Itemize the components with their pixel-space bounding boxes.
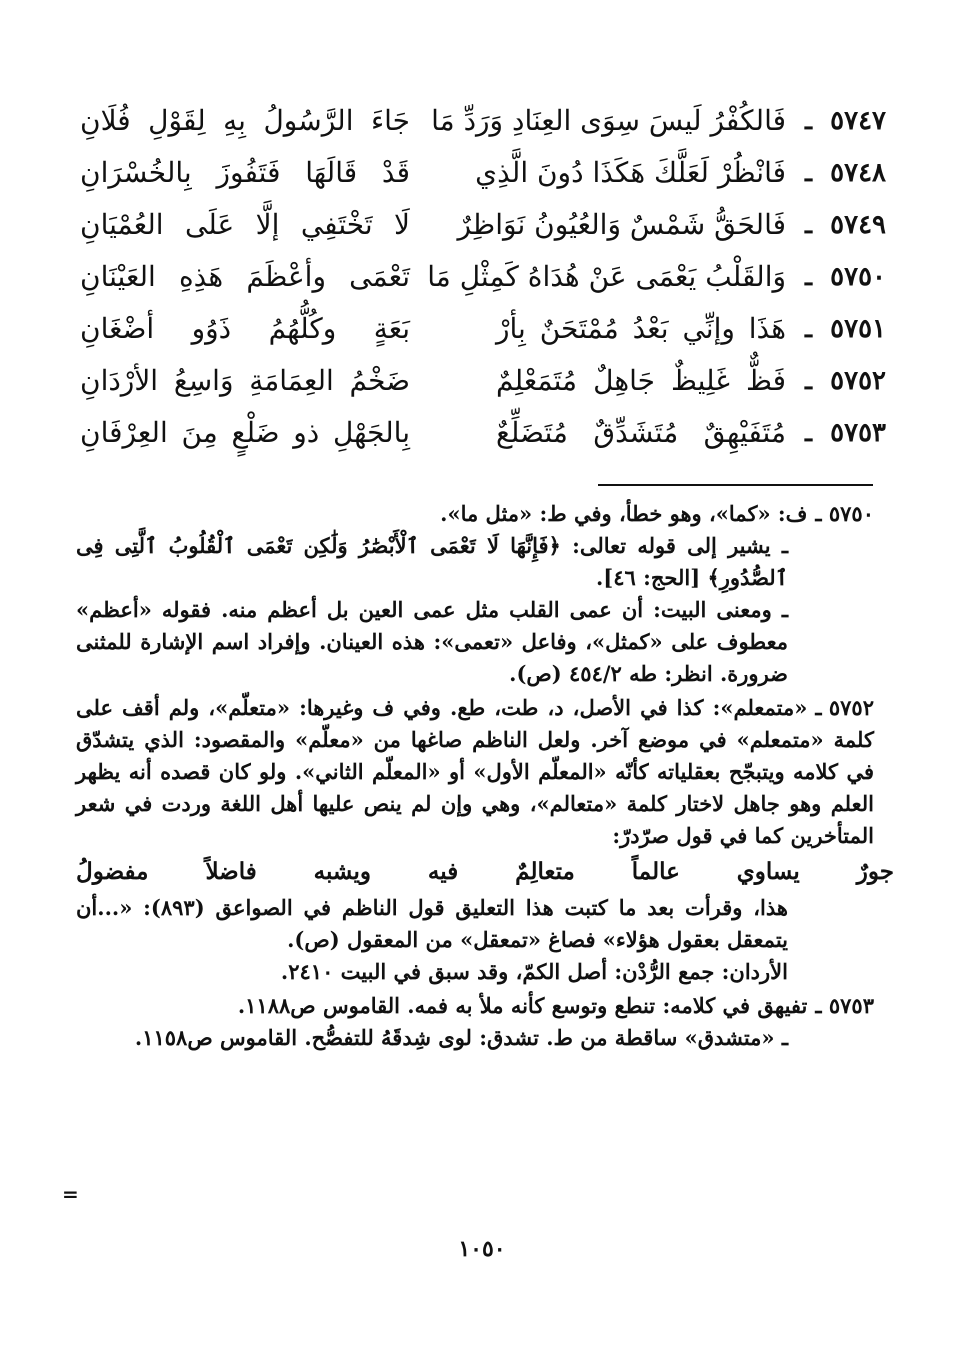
footnote-5750 bbox=[76, 498, 874, 690]
verse-dash: ـ bbox=[804, 210, 812, 239]
verse-5750 bbox=[60, 258, 886, 310]
first-hemistich: فَالكُفْرُ لَيسَ سِوَى العِنَادِ وَرَدِّ مَا bbox=[431, 104, 786, 137]
footnote-quran-reference: ـ يشير إلى قوله تعالى: ﴿فَإِنَّهَا لَا تَعْمَى ٱلْأَبْصَٰرُ وَلَٰكِن تَعْمَى ٱلْقُلُوبُ ٱلَّتِى فِى ٱلصُّدُورِ﴾ [الحج: ٤٦]. bbox=[76, 533, 788, 590]
footnote-line bbox=[76, 498, 874, 530]
footnote-text: ف: «كما»، وهو خطأ، وفي ط: «مثل ما». bbox=[440, 501, 808, 526]
quoted-verse: جورٌ يساوي عالماً متعالِمٌ فيه ويشبه فاضلاً مفضولُ bbox=[76, 858, 894, 885]
second-hemistich: تَعْمَى وأعْظَمَ هَذِهِ العَيْنَانِ bbox=[80, 260, 410, 293]
verse-number: ٥٧٥١ bbox=[830, 314, 886, 344]
verse-5749 bbox=[60, 206, 886, 258]
footnote-line bbox=[76, 692, 874, 852]
first-hemistich: وَالقَلْبُ يَعْمَى عَنْ هُدَاهُ كَمِثْلِ مَا bbox=[427, 260, 786, 293]
verse-number: ٥٧٤٧ bbox=[830, 106, 886, 136]
footnote-separator bbox=[598, 484, 873, 486]
page-number: ١٠٥٠ bbox=[458, 1236, 506, 1262]
second-hemistich: لَا تَخْتَفِي إلَّا عَلَى العُمْيَانِ bbox=[80, 208, 410, 241]
verse-number: ٥٧٥٠ bbox=[830, 262, 886, 292]
verse-number: ٥٧٤٩ bbox=[830, 210, 886, 240]
footnote-number: ٥٧٥٢ ـ bbox=[815, 695, 874, 720]
verse-dash: ـ bbox=[804, 366, 812, 395]
first-hemistich: فَظٌّ غَلِيظٌ جَاهِلٌ مُتَمَعْلِمٌ bbox=[496, 364, 786, 397]
footnote-text: تفيهق في كلامه: تنطع وتوسع كأنه ملأ به فمه. القاموس ص١١٨٨. bbox=[237, 993, 808, 1018]
verse-dash: ـ bbox=[804, 106, 812, 135]
verse-5751 bbox=[60, 310, 886, 362]
footnote-addendum: هذا، وقرأت بعد ما كتبت هذا التعليق قول الناظم في الصواعق (٨٩٣): «...أن يتمعقل بعقول هؤلاء» فصاغ «تمعقل» من المعقول (ص). bbox=[76, 895, 788, 952]
second-hemistich: ضَخْمُ العِمَامَةِ وَاسِعُ الأرْدَانِ bbox=[80, 364, 410, 397]
verse-dash: ـ bbox=[804, 314, 812, 343]
second-hemistich: بِالجَهْلِ ذو ضَلْعٍ مِنَ العِرْفَانِ bbox=[80, 416, 410, 449]
footnote-meaning: ـ ومعنى البيت: أن عمى القلب مثل عمى العين بل أعظم منه. فقوله «أعظم» معطوف على «كمثل»، وفاعل «تعمى»: هذه العينان. وإفراد اسم الإشارة للمثنى ضرورة. انظر: طه ٤٥٤/٢ (ص). bbox=[76, 597, 788, 686]
verse-5748 bbox=[60, 154, 886, 206]
second-hemistich: جَاءَ الرَّسُولُ بِهِ لِقَوْلِ فُلَانِ bbox=[80, 104, 410, 137]
first-hemistich: مُتَفَيْهِقٌ مُتَشَدِّقٌ مُتَضَلِّعٌ bbox=[496, 416, 786, 449]
second-hemistich: قَدْ قَالَهَا فَتَفُوزَ بِالخُسْرَانِ bbox=[80, 156, 410, 189]
second-hemistich: بَعَةٍ وكُلُّهُمُ ذَوُو أضْغَانِ bbox=[80, 312, 410, 345]
verse-dash: ـ bbox=[804, 158, 812, 187]
verse-5753 bbox=[60, 414, 886, 466]
verse-dash: ـ bbox=[804, 262, 812, 291]
continuation-mark: = bbox=[62, 1182, 79, 1206]
footnote-definition: الأردان: جمع الرُّدْن: أصل الكمّ، وقد سبق في البيت ٢٤١٠. bbox=[280, 959, 788, 984]
verse-5752 bbox=[60, 362, 886, 414]
footnote-line bbox=[76, 990, 874, 1022]
footnotes bbox=[76, 498, 894, 1056]
footnote-number: ٥٧٥٠ ـ bbox=[815, 501, 874, 526]
footnote-text: «متمعلم»: كذا في الأصل، د، طت، طع. وفي ف وغيرها: «متعلّم»، ولم أقف على كلمة «متمعلم» في موضع آخر. ولعل الناظم صاغها من «معلّم» والمقصود: الذي يتشدّق في كلامه ويتبجّح بعقلياته كأنّه «المعلّم الأول» أو «المعلّم الثاني». ولو كان قصده أنه يظهر العلم وهو جاهل لاختار كلمة «متعالم»، وهي وإن لم ينص عليها أهل اللغة وردت في شعر المتأخرين كما في قول صرّدرّ: bbox=[76, 695, 874, 848]
first-hemistich: هَذَا وإنِّي بَعْدُ مُمْتَحَنٌ بِأرْ bbox=[496, 312, 786, 345]
poem bbox=[60, 102, 886, 466]
footnote-5752 bbox=[76, 692, 894, 988]
first-hemistich: فَالحَقُّ شَمْسٌ وَالعُيُونُ نَوَاظِرٌ bbox=[457, 208, 786, 241]
verse-5747 bbox=[60, 102, 886, 154]
verse-dash: ـ bbox=[804, 418, 812, 447]
footnote-5753 bbox=[76, 990, 874, 1054]
verse-number: ٥٧٥٣ bbox=[830, 418, 886, 448]
verse-number: ٥٧٥٢ bbox=[830, 366, 886, 396]
footnote-addendum: ـ «متشدق» ساقطة من ط. تشدق: لوى شِدقَهُ للتفصُّح. القاموس ص١١٥٨. bbox=[134, 1025, 788, 1050]
first-hemistich: فَانْظُرْ لَعَلَّكَ هَكَذَا دُونَ الَّذِي bbox=[475, 156, 786, 189]
verse-number: ٥٧٤٨ bbox=[830, 158, 886, 188]
footnote-number: ٥٧٥٣ ـ bbox=[815, 993, 874, 1018]
